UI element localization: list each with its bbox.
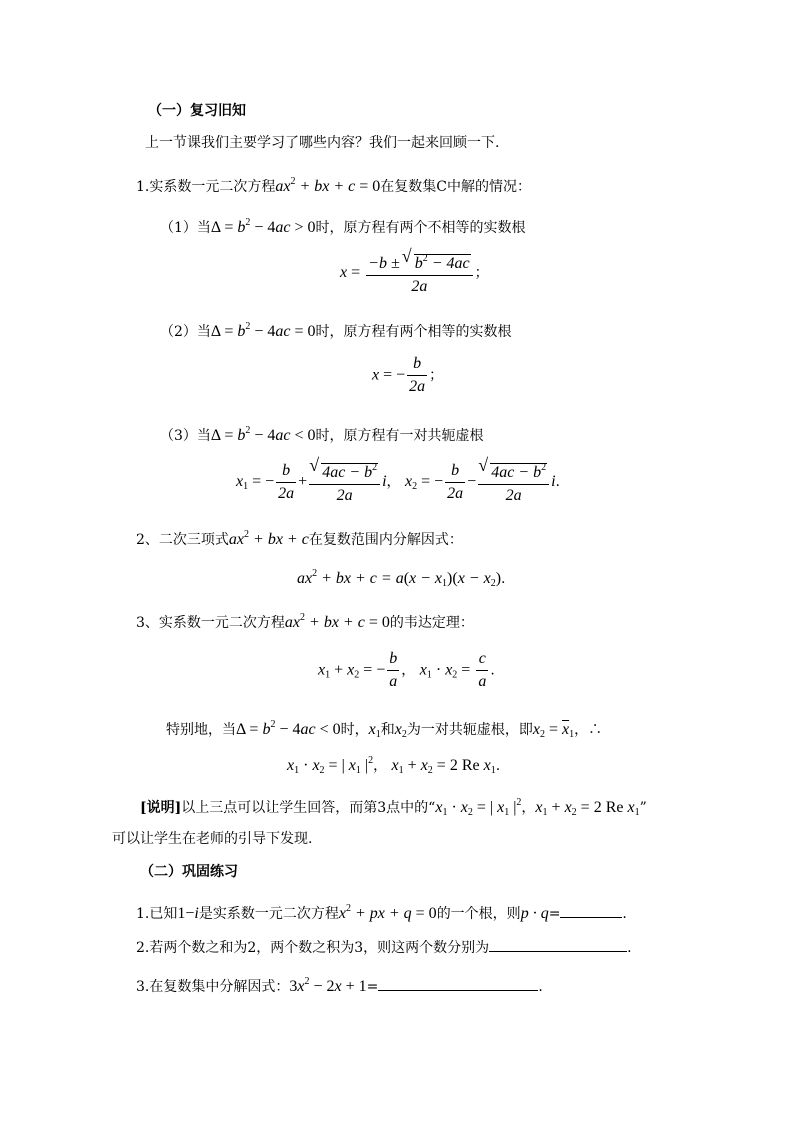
item-2: 2、二次三项式$ax^2$ + bx + c在复数范围内分解因式： <box>136 529 463 548</box>
item-1: 1.实系数一元二次方程$ax^2$ + bx + c = 0在复数集C中解的情况： <box>136 176 532 195</box>
special-case: 特别地，当$\Delta = b^2 - 4ac < 0$时，$x_1$和$x_2$为一对共轭虚根，即$x_2 = \overline{x}_1$，∴ <box>166 719 603 740</box>
question-3: 3.在复数集中分解因式：$3x^2 - 2x + 1=$ . <box>136 976 543 995</box>
answer-blank-2[interactable] <box>489 935 627 952</box>
case-1: （1）当$\Delta = b^2 - 4ac > 0$时，原方程有两个不相等的实数根 <box>160 217 526 236</box>
formula-factorization: $ax^2$ + bx + $c = a(x - x_1)(x - x_2)$. <box>297 568 506 589</box>
section-title-review: （一）复习旧知 <box>148 103 246 119</box>
answer-blank-1[interactable] <box>560 901 622 918</box>
note: [说明]以上三点可以让学生回答，而第3点中的“$x_1 \cdot x_2$ = | $x_1$ $|^2$，$x_1 + x_2 = 2$ Re $x_1$” <box>140 797 647 818</box>
item-3: 3、实系数一元二次方程$ax^2$ + bx + c = 0的韦达定理： <box>136 612 474 631</box>
formula-complex-roots: $x_1$ = − $\frac{b}{2a}$ + √ $\frac{4ac - b^2}{2a}$ i， $x_2$ = − $\frac{b}{2a}$ − √ $\frac{4ac - b^2}{2a}$ i. <box>236 457 560 507</box>
formula-quadratic-roots: x = $\frac{-b \pm √ b^2 - 4ac}{2a}$ ； <box>340 248 489 298</box>
note-line-2: 可以让学生在老师的引导下发现. <box>112 831 313 847</box>
section-title-practice: （二）巩固练习 <box>140 864 238 880</box>
formula-conjugate: $x_1 \cdot x_2$ = | $x_1$ $|^2$， $x_1 + x_2 = 2$ Re $x_1$. <box>287 755 501 776</box>
question-2: 2.若两个数之和为2，两个数之积为3，则这两个数分别为 . <box>136 935 632 958</box>
question-1: 1.已知1−i是实系数一元二次方程$x^2$ + px + q = 0的一个根，则p · q= . <box>136 903 627 922</box>
case-3: （3）当$\Delta = b^2 - 4ac < 0$时，原方程有一对共轭虚根 <box>160 425 484 444</box>
formula-double-root: x = − $\frac{b}{2a}$ ； <box>372 355 444 395</box>
case-2: （2）当$\Delta = b^2 - 4ac = 0$时，原方程有两个相等的实数根 <box>160 321 512 340</box>
answer-blank-3[interactable] <box>378 974 538 991</box>
formula-vieta: $x_1 + x_2$ = − $\frac{b}{a}$ ， $x_1 \cdot x_2$ = $\frac{c}{a}$ . <box>318 650 495 690</box>
intro-text: 上一节课我们主要学习了哪些内容？我们一起来回顾一下. <box>145 135 500 151</box>
